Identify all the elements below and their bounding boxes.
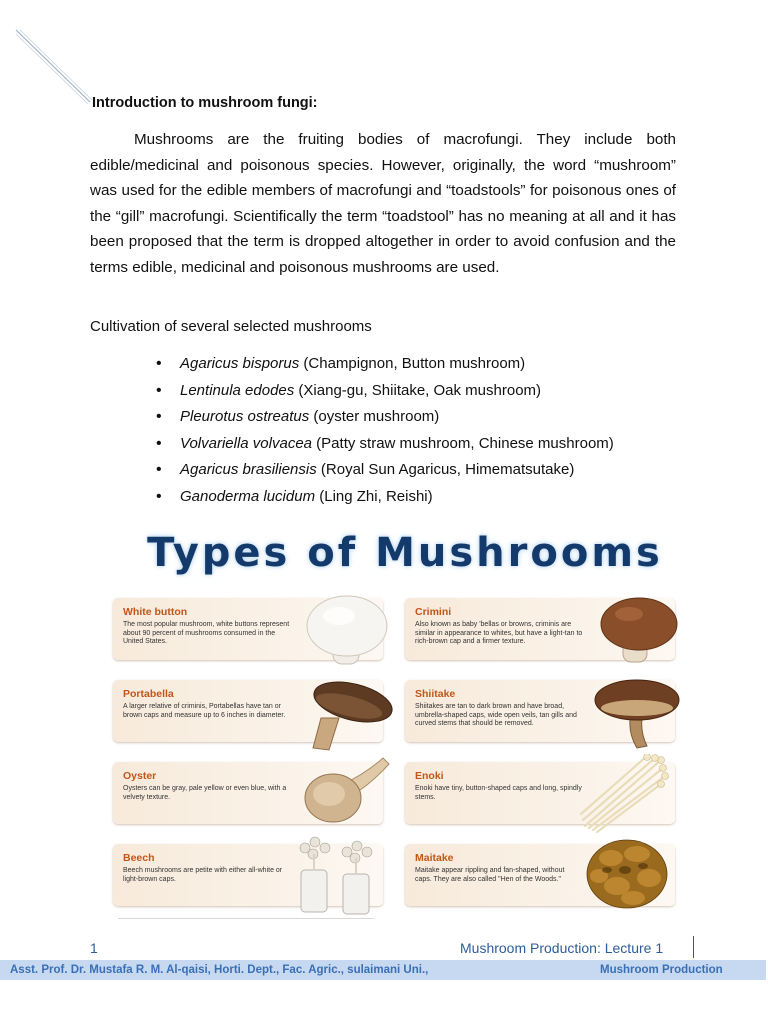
footer-divider bbox=[693, 936, 694, 958]
portabella-mushroom-icon bbox=[299, 674, 395, 752]
scientific-name: Volvariella volvacea bbox=[180, 434, 313, 452]
page-number: 1 bbox=[90, 940, 98, 956]
card-label: Crimini bbox=[415, 606, 452, 618]
common-name: (Champignon, Button mushroom) bbox=[299, 355, 526, 372]
card-description: Beech mushrooms are petite with either all-white or light-brown caps. bbox=[123, 867, 283, 883]
mushroom-card-maitake bbox=[405, 844, 675, 906]
cultivation-heading: Cultivation of several selected mushrooms bbox=[90, 318, 372, 335]
card-label: Maitake bbox=[415, 852, 454, 864]
card-label: Enoki bbox=[415, 770, 444, 782]
card-description: Shiitakes are tan to dark brown and have broad, umbrella-shaped caps, wide open veils, tan gills and curved stems that should be removed. bbox=[415, 703, 577, 727]
mushroom-types-figure bbox=[113, 590, 685, 920]
common-name: (Patty straw mushroom, Chinese mushroom) bbox=[312, 434, 614, 452]
card-label: Portabella bbox=[123, 688, 174, 700]
card-description: The most popular mushroom, white buttons represent about 90 percent of mushrooms consumed in the United States. bbox=[123, 621, 290, 645]
list-item bbox=[156, 431, 614, 458]
list-item bbox=[156, 457, 614, 484]
common-name: (oyster mushroom) bbox=[309, 408, 440, 425]
card-description: Maitake appear rippling and fan-shaped, without caps. They are also called "Hen of the Woods." bbox=[415, 867, 565, 883]
oyster-mushroom-icon bbox=[293, 754, 391, 828]
card-description: A larger relative of criminis, Portabellas have tan or brown caps and measure up to 6 inches in diameter. bbox=[123, 703, 286, 719]
maitake-mushroom-icon bbox=[577, 828, 677, 918]
shiitake-mushroom-icon bbox=[591, 676, 681, 752]
lecture-title: Mushroom Production: Lecture 1 bbox=[460, 940, 664, 956]
mushroom-card-beech bbox=[113, 844, 383, 906]
intro-paragraph bbox=[90, 127, 676, 280]
enoki-mushroom-icon bbox=[575, 754, 671, 834]
scientific-name: Agaricus bisporus bbox=[180, 355, 300, 372]
scientific-name: Pleurotus ostreatus bbox=[180, 408, 310, 425]
common-name: (Ling Zhi, Reishi) bbox=[315, 487, 433, 505]
card-description: Oysters can be gray, pale yellow or even blue, with a velvety texture. bbox=[123, 785, 287, 801]
white-button-mushroom-icon bbox=[303, 592, 393, 672]
mushroom-card-shiitake bbox=[405, 680, 675, 742]
common-name: (Xiang-gu, Shiitake, Oak mushroom) bbox=[294, 381, 542, 399]
card-description: Enoki have tiny, button-shaped caps and long, spindly stems. bbox=[415, 785, 582, 801]
card-label: Beech bbox=[123, 852, 155, 864]
scientific-name: Agaricus brasiliensis bbox=[180, 461, 317, 478]
crimini-mushroom-icon bbox=[593, 594, 679, 666]
list-item bbox=[156, 484, 614, 511]
intro-heading: Introduction to mushroom fungi: bbox=[92, 95, 318, 111]
author-credit: Asst. Prof. Dr. Mustafa R. M. Al-qaisi, Horti. Dept., Fac. Agric., sulaimani Uni., bbox=[10, 964, 429, 976]
corner-decoration bbox=[14, 28, 94, 108]
mushroom-card-white-button bbox=[113, 598, 383, 660]
course-name: Mushroom Production bbox=[600, 964, 723, 976]
cultivation-list bbox=[156, 351, 614, 510]
scientific-name: Ganoderma lucidum bbox=[180, 487, 316, 505]
mushroom-card-enoki bbox=[405, 762, 675, 824]
mushroom-card-oyster bbox=[113, 762, 383, 824]
figure-title: Types of Mushrooms bbox=[147, 530, 663, 576]
card-label: White button bbox=[123, 606, 188, 618]
list-item bbox=[156, 404, 614, 431]
common-name: (Royal Sun Agaricus, Himematsutake) bbox=[316, 461, 575, 478]
mushroom-card-crimini bbox=[405, 598, 675, 660]
mushroom-card-portabella bbox=[113, 680, 383, 742]
card-label: Oyster bbox=[123, 770, 157, 782]
figure-divider bbox=[118, 918, 374, 919]
intro-paragraph-text: Mushrooms are the fruiting bodies of macrofungi. They include both edible/medicinal and poisonous species. However, originally, the word “mushroom” was used for the edible members of macrofungi and “toadstools” for poisonous ones of the “gill” macrofungi. Scientifically the term “toadstool” has no meaning at all and it has been proposed that the term is dropped altogether in order to avoid confusion and the terms edible, medicinal and poisonous mushrooms are used. bbox=[90, 131, 676, 276]
scientific-name: Lentinula edodes bbox=[180, 381, 295, 399]
beech-mushroom-icon bbox=[293, 834, 383, 916]
card-label: Shiitake bbox=[415, 688, 456, 700]
card-description: Also known as baby 'bellas or browns, criminis are similar in appearance to whites, but have a light-tan to rich-brown cap and a firmer texture. bbox=[415, 621, 583, 645]
list-item bbox=[156, 351, 614, 378]
list-item bbox=[156, 378, 614, 405]
